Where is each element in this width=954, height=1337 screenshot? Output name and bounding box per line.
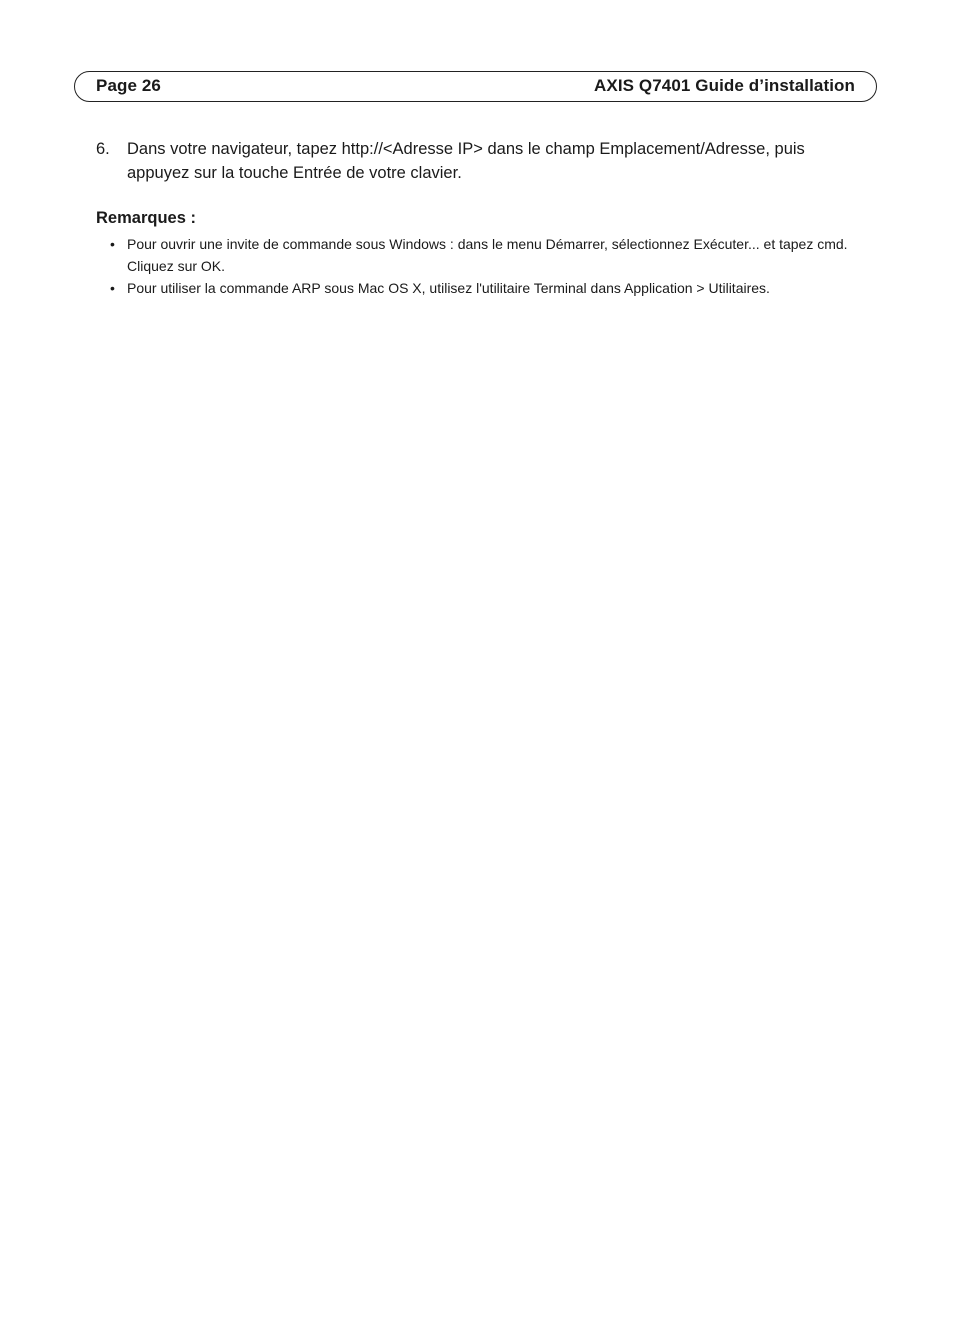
note-text: Pour ouvrir une invite de commande sous Windows : dans le menu Démarrer, sélectionnez Exécuter... et tapez cmd. Cliquez sur OK. xyxy=(127,236,848,274)
step-number: 6. xyxy=(96,140,110,158)
list-item xyxy=(110,233,855,277)
note-text: Pour utiliser la commande ARP sous Mac OS X, utilisez l'utilitaire Terminal dans Application > Utilitaires. xyxy=(127,280,770,296)
bullet-icon: • xyxy=(110,236,115,252)
list-item xyxy=(110,277,855,299)
page-number: Page 26 xyxy=(96,76,161,95)
instruction-step xyxy=(96,137,856,185)
step-text: Dans votre navigateur, tapez http://<Adresse IP> dans le champ Emplacement/Adresse, puis appuyez sur la touche Entrée de votre clavier. xyxy=(127,140,805,182)
notes-list xyxy=(110,233,855,299)
page-header xyxy=(74,71,877,102)
notes-heading: Remarques : xyxy=(96,209,196,227)
bullet-icon: • xyxy=(110,280,115,296)
document-title: AXIS Q7401 Guide d’installation xyxy=(594,76,855,95)
